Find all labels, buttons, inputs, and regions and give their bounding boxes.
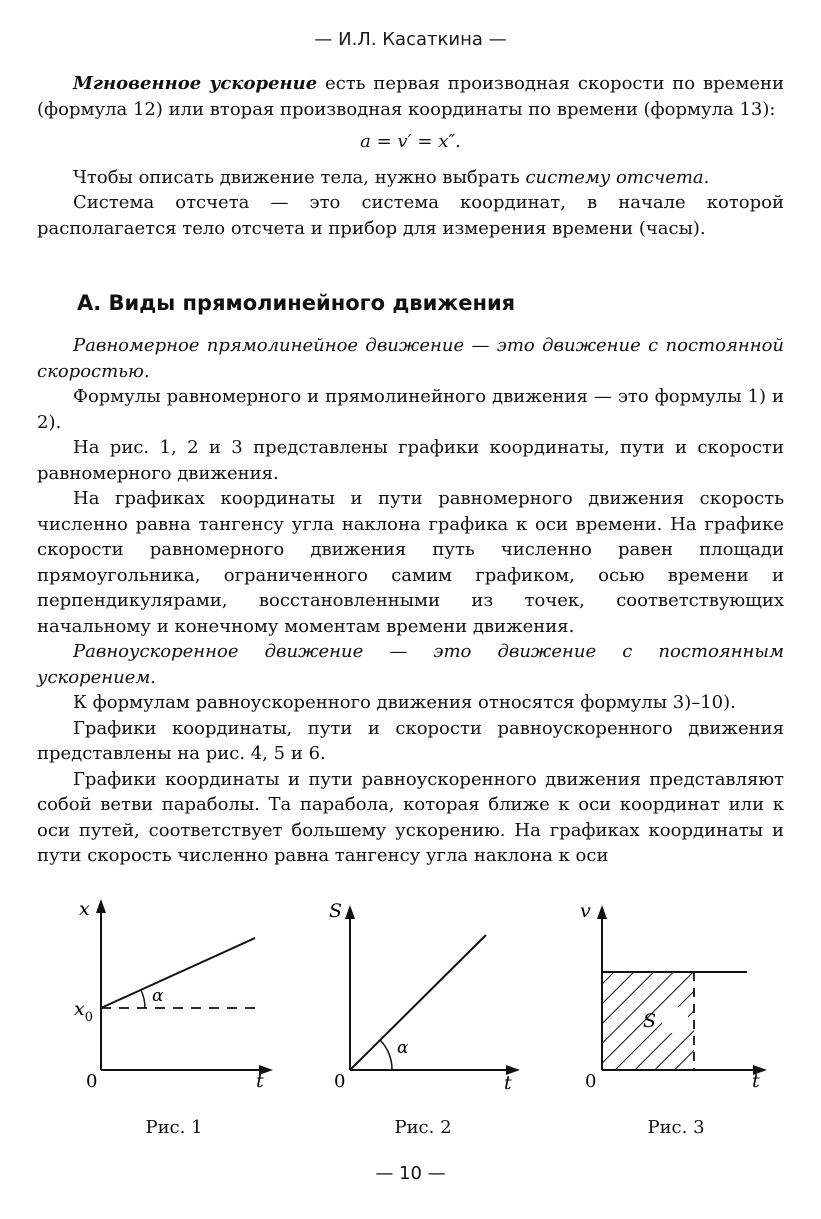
term-reference-system: систему отсчета. <box>525 166 710 188</box>
x0-main: x <box>74 998 85 1020</box>
paragraph-parabola: Графики координаты и пути равноускоренного движения представляют собой ветви параболы. Та парабола, которая ближе к оси координат или к оси путей, соответствует большему ускорению. На графиках координаты и пути скорость численно равна тангенсу угла наклона к оси <box>37 768 784 866</box>
y-arrow-icon <box>597 905 607 919</box>
angle-arc <box>380 1040 392 1070</box>
definition-accelerated-motion: Равноускоренное движение — это движение с постоянным ускорением. <box>37 641 784 688</box>
paragraph-uniform-formulas: Формулы равномерного и прямолинейного движения — это формулы 1) и 2). <box>37 386 784 433</box>
y-axis-label: S <box>329 900 343 922</box>
y-arrow-icon <box>345 905 355 919</box>
figure-3-velocity-graph <box>580 900 767 1092</box>
section-block <box>37 333 784 869</box>
term-instant-acceleration: Мгновенное ускорение <box>73 73 318 94</box>
running-header: — И.Л. Касаткина — <box>314 29 507 50</box>
paragraph-reference-system <box>37 165 784 191</box>
origin-label: 0 <box>585 1071 597 1092</box>
paragraph-accelerated-figures: Графики координаты, пути и скорости равноускоренного движения представлены на рис. 4, 5 и 6. <box>37 717 784 764</box>
paragraph-figures-ref: На рис. 1, 2 и 3 представлены графики координаты, пути и скорости равномерного движения. <box>37 437 784 484</box>
paragraph-text: есть первая производная скорости по времени (формула 12) или вторая производная координаты по времени (формула 13): <box>37 73 784 120</box>
y-axis-label: x <box>79 898 90 920</box>
caption-figure-1: Рис. 1 <box>145 1117 203 1138</box>
page-number: — 10 — <box>375 1163 446 1184</box>
paragraph-reference-definition: Система отсчета — это система координат, в начале которой располагается тело отсчета и прибор для измерения времени (часы). <box>37 192 784 239</box>
definition-uniform-motion: Равномерное прямолинейное движение — это движение с постоянной скоростью. <box>37 335 784 382</box>
x0-label <box>74 998 93 1025</box>
angle-label: α <box>397 1038 409 1058</box>
formula-acceleration: a = v′ = x″. <box>360 131 461 152</box>
figures-row <box>37 895 784 1095</box>
y-axis-label: v <box>580 900 591 922</box>
paragraph-graph-explanation: На графиках координаты и пути равномерного движения скорость численно равна тангенсу угла наклона графика к оси времени. На графике скорости равномерного движения путь численно равен площади прямоугольника, ограниченного самим графиком, осью времени и перпендикулярами, восстановленными из точек, соответствующих начальному и конечному моментам времени движения. <box>37 488 784 637</box>
paragraph-text: Чтобы описать движение тела, нужно выбрать <box>73 166 526 188</box>
intro-block <box>37 71 784 241</box>
angle-arc <box>141 990 145 1008</box>
x0-subscript: 0 <box>84 1010 93 1025</box>
figure-1-coordinate-graph <box>74 898 273 1092</box>
origin-label: 0 <box>334 1071 346 1092</box>
figure-2-path-graph <box>329 900 520 1094</box>
area-label-bg <box>662 1007 688 1033</box>
coordinate-line <box>101 938 255 1008</box>
caption-figure-3: Рис. 3 <box>647 1117 705 1138</box>
path-line <box>350 935 486 1070</box>
x-axis-label: t <box>752 1070 760 1092</box>
y-arrow-icon <box>96 899 106 913</box>
caption-figure-2: Рис. 2 <box>394 1117 452 1138</box>
origin-label: 0 <box>86 1071 98 1092</box>
angle-label: α <box>152 986 164 1006</box>
x-axis-label: t <box>504 1072 512 1094</box>
area-label: S <box>643 1010 657 1032</box>
paragraph-instant-acceleration <box>37 71 784 122</box>
x-axis-label: t <box>256 1070 264 1092</box>
paragraph-accelerated-formulas: К формулам равноускоренного движения относятся формулы 3)–10). <box>73 692 736 713</box>
section-heading: А. Виды прямолинейного движения <box>77 291 516 315</box>
